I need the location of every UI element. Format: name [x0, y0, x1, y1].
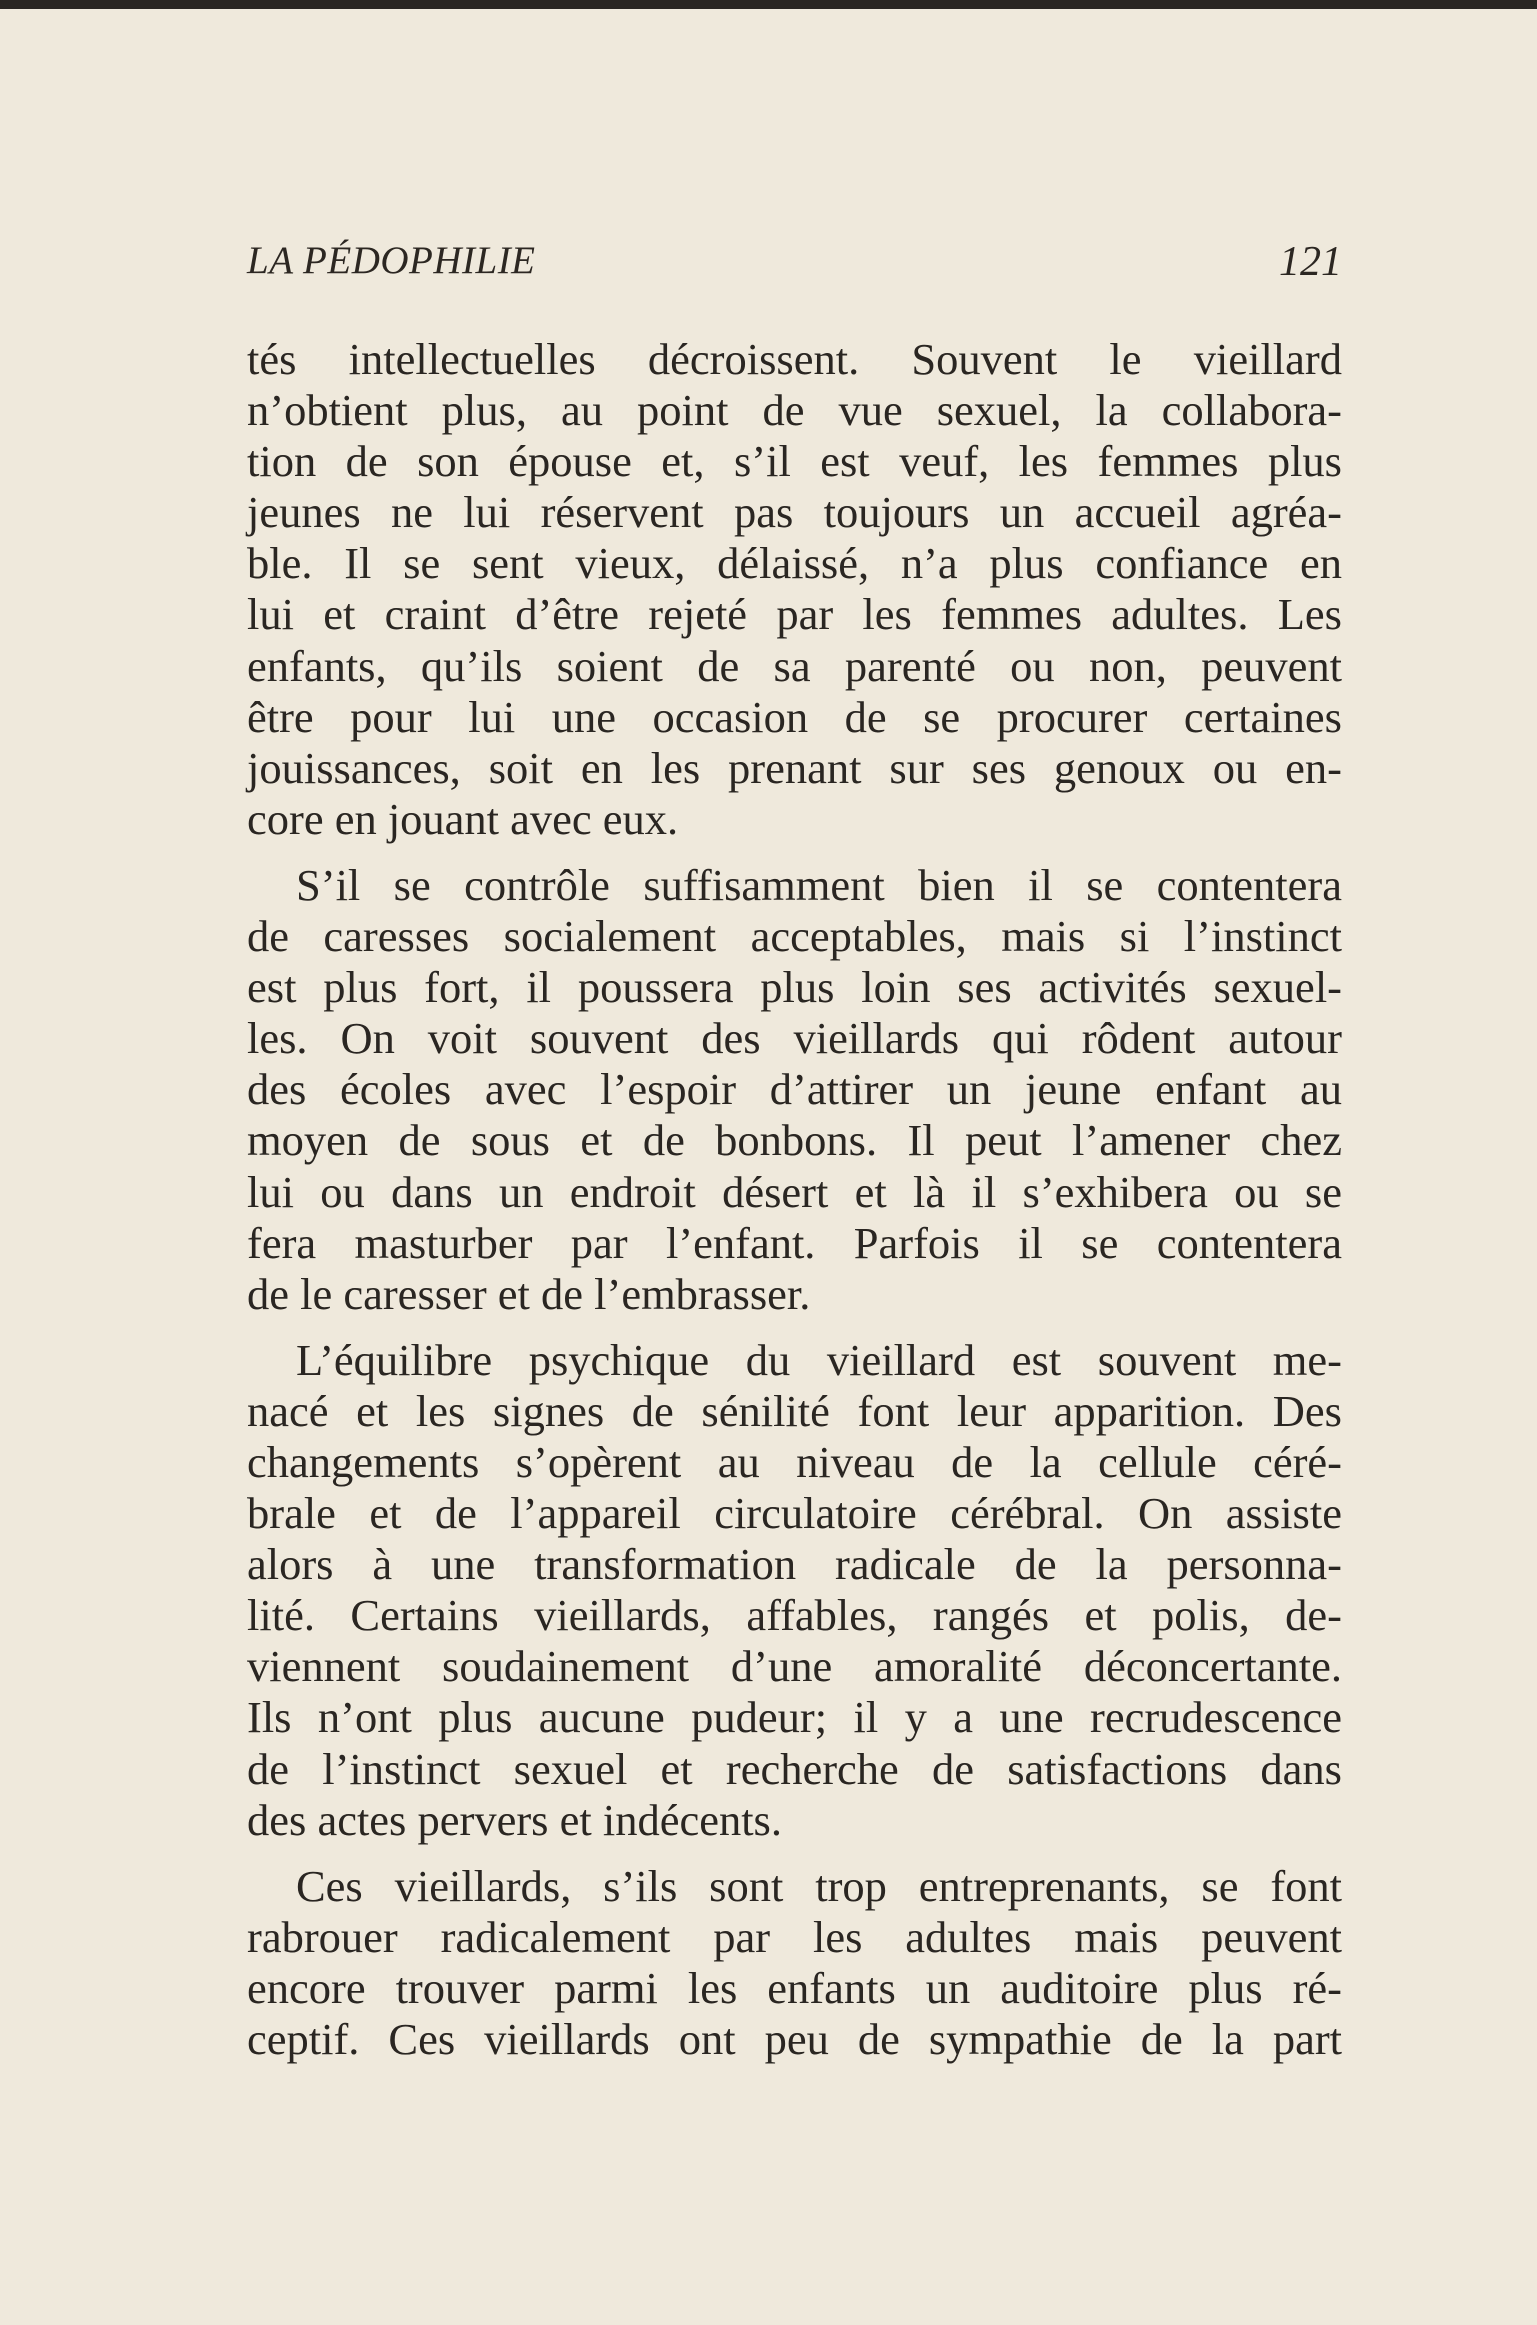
text-line: encore trouver parmi les enfants un auditoire plus ré-: [247, 1962, 1342, 2013]
text-line: viennent soudainement d’une amoralité déconcertante.: [247, 1641, 1342, 1692]
text-line: de caresses socialement acceptables, mais si l’instinct: [247, 911, 1342, 962]
text-line: enfants, qu’ils soient de sa parenté ou non, peuvent: [247, 640, 1342, 691]
text-line: ble. Il se sent vieux, délaissé, n’a plus confiance en: [247, 538, 1342, 589]
page-number: 121: [1279, 239, 1342, 285]
text-line: S’il se contrôle suffisamment bien il se contentera: [296, 859, 1342, 910]
text-line: core en jouant avec eux.: [247, 793, 679, 844]
paragraph: [247, 1861, 1342, 2065]
text-line: brale et de l’appareil circulatoire cérébral. On assiste: [247, 1488, 1342, 1539]
paragraph: [247, 334, 1342, 845]
text-line: lité. Certains vieillards, affables, rangés et polis, de-: [247, 1590, 1342, 1641]
page-top-edge: [0, 0, 1537, 9]
text-line: jeunes ne lui réservent pas toujours un accueil agréa-: [247, 487, 1342, 538]
text-line: les. On voit souvent des vieillards qui rôdent autour: [247, 1013, 1342, 1064]
text-line: tés intellectuelles décroissent. Souvent le vieillard: [247, 334, 1342, 384]
text-line: des actes pervers et indécents.: [247, 1794, 782, 1845]
running-title: LA PÉDOPHILIE: [247, 239, 536, 282]
running-head: [247, 238, 1342, 288]
text-line: des écoles avec l’espoir d’attirer un jeune enfant au: [247, 1064, 1342, 1115]
text-line: Ces vieillards, s’ils sont trop entreprenants, se font: [296, 1860, 1342, 1911]
text-line: lui et craint d’être rejeté par les femmes adultes. Les: [247, 589, 1342, 640]
text-line: nacé et les signes de sénilité font leur apparition. Des: [247, 1385, 1342, 1436]
text-line: n’obtient plus, au point de vue sexuel, la collabora-: [247, 385, 1342, 436]
text-line: alors à une transformation radicale de la personna-: [247, 1539, 1342, 1590]
text-line: lui ou dans un endroit désert et là il s’exhibera ou se: [247, 1166, 1342, 1217]
text-line: jouissances, soit en les prenant sur ses genoux ou en-: [247, 742, 1342, 793]
text-line: changements s’opèrent au niveau de la cellule céré-: [247, 1436, 1342, 1487]
text-line: L’équilibre psychique du vieillard est souvent me-: [296, 1334, 1342, 1385]
text-line: de le caresser et de l’embrasser.: [247, 1268, 811, 1319]
paragraph: [247, 1335, 1342, 1846]
body-text: [247, 334, 1342, 2080]
text-line: de l’instinct sexuel et recherche de satisfactions dans: [247, 1743, 1342, 1794]
text-line: rabrouer radicalement par les adultes mais peuvent: [247, 1911, 1342, 1962]
text-line: est plus fort, il poussera plus loin ses activités sexuel-: [247, 962, 1342, 1013]
paragraph: [247, 860, 1342, 1320]
text-line: ceptif. Ces vieillards ont peu de sympathie de la part: [247, 2014, 1342, 2064]
text-line: Ils n’ont plus aucune pudeur; il y a une recrudescence: [247, 1692, 1342, 1743]
text-line: fera masturber par l’enfant. Parfois il se contentera: [247, 1217, 1342, 1268]
text-line: être pour lui une occasion de se procurer certaines: [247, 691, 1342, 742]
text-line: moyen de sous et de bonbons. Il peut l’amener chez: [247, 1115, 1342, 1166]
text-line: tion de son épouse et, s’il est veuf, les femmes plus: [247, 436, 1342, 487]
